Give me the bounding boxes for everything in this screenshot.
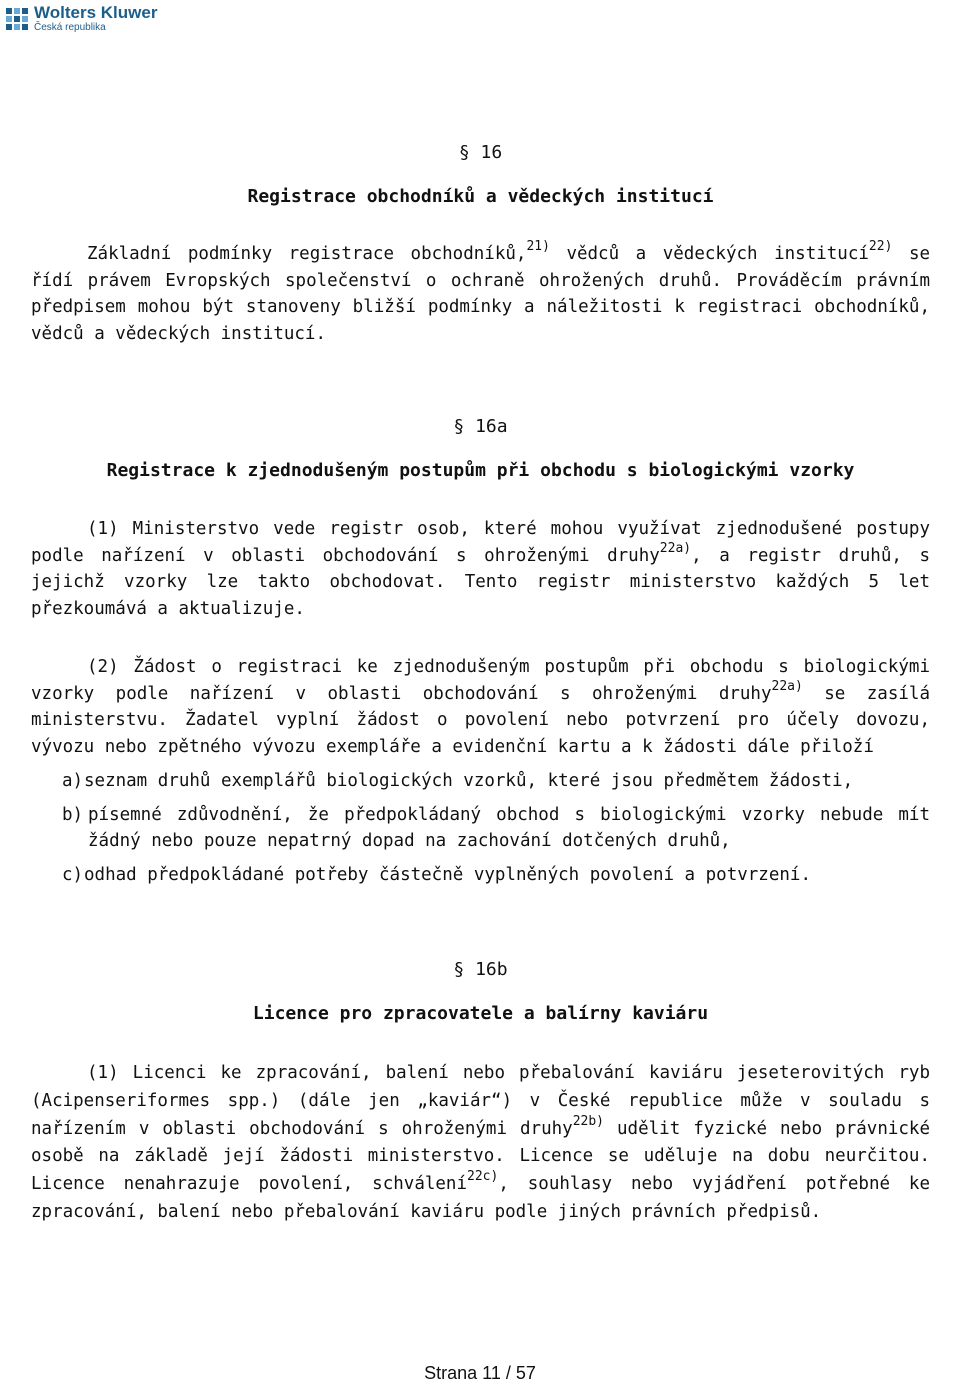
section-16b-title: Licence pro zpracovatele a balírny kaviáru (252, 1003, 709, 1024)
list-item (31, 862, 930, 889)
brand-country: Česká republika (34, 22, 106, 33)
section-16a-paragraph-2: (2) Žádost o registraci ke zjednodušeným postupům při obchodu s biologickými vzorky podle nařízení v oblasti obchodování s ohroženými druhy$^{22a)}$ se zasílá ministerstvu. Žadatel vyplní žádost o povolení nebo potvrzení pro účely dovozu, vývozu nebo zpětného vývozu exempláře a evidenční kartu a k žádosti dále přiloží (31, 657, 930, 757)
wolters-kluwer-logo-icon (4, 6, 30, 32)
document-body (31, 140, 930, 1227)
footnote-ref: 22) (868, 239, 893, 255)
footnote-ref: 22c) (467, 1169, 499, 1185)
list-item-label: c) (62, 864, 84, 885)
list-item-text: odhad předpokládané potřeby částečně vyplněných povolení a potvrzení. (84, 864, 811, 885)
brand-name: Wolters Kluwer (34, 3, 158, 22)
section-16a-paragraph-1: (1) Ministerstvo vede registr osob, které mohou využívat zjednodušené postupy podle nařízení v oblasti obchodování s ohroženými druhy$^{22a)}$, a registr druhů, s jejichž vzorky lze takto obchodovat. Tento registr ministerstvo každých 5 let přezkoumává a aktualizuje. (31, 519, 931, 619)
footnote-ref: 22b) (572, 1113, 604, 1129)
section-16-paragraph: Základní podmínky registrace obchodníků,$^{21)}$ vědců a vědeckých institucí$^{22)}$ se řídí právem Evropských společenství o ochraně ohrožených druhů. Prováděcím právním předpisem mohou být stanoveny bližší podmínky a náležitosti k registraci obchodníků, vědců a vědeckých institucí. (31, 239, 931, 344)
section-16-title: Registrace obchodníků a vědeckých institucí (247, 186, 714, 207)
list-item-text: písemné zdůvodnění, že předpokládaný obchod s biologickými vzorky nebude mít žádný nebo pouze nepatrný dopad na zachování dotčených druhů, (88, 804, 930, 851)
list-item-text: seznam druhů exemplářů biologických vzorků, které jsou předmětem žádosti, (84, 771, 854, 791)
footnote-ref: 21) (526, 239, 550, 255)
page-number: Strana 11 / 57 (424, 1363, 536, 1383)
list-item (31, 768, 930, 795)
footnote-ref: 22a) (771, 678, 803, 694)
list-item (31, 802, 930, 855)
section-16b-symbol: § 16b (453, 959, 508, 980)
footnote-ref: 22a) (659, 540, 692, 556)
section-16a-symbol: § 16a (453, 416, 508, 437)
list-item-label: a) (62, 771, 84, 791)
brand-logo (4, 4, 157, 33)
section-16a-title: Registrace k zjednodušeným postupům při obchodu s biologickými vzorky (106, 460, 855, 481)
section-16b-paragraph-1: (1) Licenci ke zpracování, balení nebo přebalování kaviáru jeseterovitých ryb (Acipenseriformes spp.) (dále jen „kaviár“) v České republice může v souladu s nařízením v oblasti obchodování s ohroženými druhy$^{22b)}$ udělit fyzické nebo právnické osobě na základě její žádosti ministerstvo. Licence se uděluje na dobu neurčitou. Licence nenahrazuje povolení, schválení$^{22c)}$, souhlasy nebo vyjádření potřebné ke zpracování, balení nebo přebalování kaviáru podle jiných právních předpisů. (31, 1063, 931, 1222)
list-item-label: b) (62, 804, 84, 825)
section-16-symbol: § 16 (458, 142, 503, 163)
